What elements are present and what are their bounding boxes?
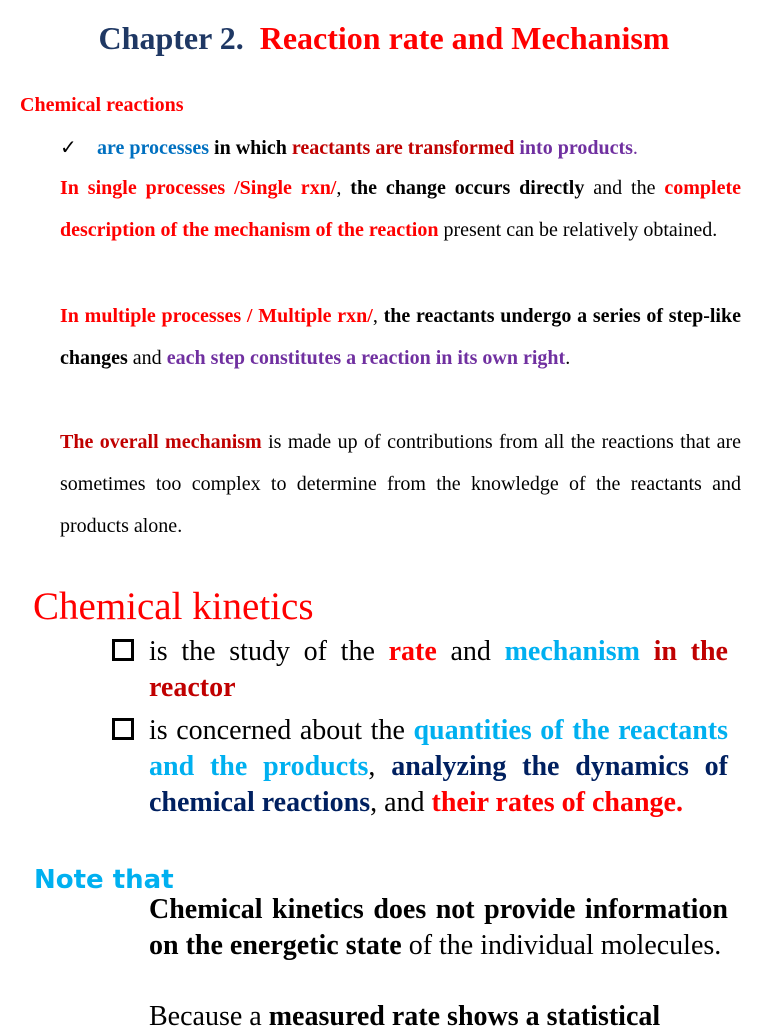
checkbox-icon <box>112 718 134 740</box>
single-part-3: the change occurs directly <box>350 177 585 199</box>
multiple-process-paragraph <box>60 295 741 379</box>
note1-part-2: of the individual molecules. <box>401 930 722 961</box>
k1-part-5: in the reactor <box>149 636 728 703</box>
single-part-1: In single processes /Single rxn/ <box>60 177 337 199</box>
def-part-4: into products <box>514 137 633 159</box>
note-heading: Note that <box>34 865 174 895</box>
def-part-1: are processes <box>97 137 210 159</box>
definition-line <box>60 134 750 162</box>
def-part-2: in which <box>209 137 292 159</box>
kinetics-bullet-2 <box>112 713 728 821</box>
kinetics-bullet-1 <box>112 634 728 706</box>
chapter-topic: Reaction rate and Mechanism <box>259 20 670 56</box>
chemical-kinetics-heading: Chemical kinetics <box>33 585 314 628</box>
multiple-part-5: each step constitutes a reaction in its own right <box>166 347 566 369</box>
k2-part-2: quantities of the reactants and the products <box>149 715 729 782</box>
k2-part-3: , <box>368 751 392 782</box>
multiple-part-2: , <box>372 305 384 327</box>
k2-part-1: is concerned about the <box>149 715 414 746</box>
multiple-part-4: and <box>127 347 167 369</box>
overall-mechanism-paragraph <box>60 421 741 547</box>
k2-part-4: analyzing the dynamics of chemical reactions <box>149 751 728 818</box>
single-part-2: , <box>336 177 351 199</box>
k1-part-4: mechanism <box>504 636 640 667</box>
k2-part-5: , and <box>370 787 432 818</box>
single-process-paragraph <box>60 167 741 251</box>
page-title <box>0 18 768 58</box>
overall-part-1: The overall mechanism <box>60 431 262 453</box>
single-part-5: complete description of the mechanism of the reaction <box>60 177 741 241</box>
chapter-number: Chapter 2. <box>98 20 244 56</box>
k1-part-3: and <box>436 636 505 667</box>
single-part-6: present can be relatively obtained. <box>438 219 718 241</box>
multiple-part-1: In multiple processes / Multiple rxn/ <box>60 305 373 327</box>
note2-part-1: Because a <box>149 1001 269 1032</box>
note2-part-2: measured rate shows a statistical <box>268 1001 661 1032</box>
checkbox-icon <box>112 639 134 661</box>
k1-part-2: rate <box>388 636 437 667</box>
note-paragraph-2 <box>149 999 728 1035</box>
checkmark-icon: ✓ <box>60 137 77 159</box>
k2-part-6: their rates of change. <box>431 787 683 818</box>
def-part-3: reactants are transformed <box>291 137 515 159</box>
multiple-part-6: . <box>565 347 571 369</box>
note1-part-1: Chemical kinetics does not provide information on the energetic state <box>149 894 728 961</box>
overall-part-2: is made up of contributions from all the reactions that are sometimes too complex to determine from the knowledge of the reactants and products alone. <box>60 431 742 537</box>
single-part-4: and the <box>584 177 665 199</box>
k1-part-1: is the study of the <box>149 636 389 667</box>
note-paragraph-1 <box>149 892 728 964</box>
chemical-reactions-heading: Chemical reactions <box>20 94 184 116</box>
def-part-5: . <box>632 137 638 159</box>
multiple-part-3: the reactants undergo a series of step-like changes <box>60 305 741 369</box>
